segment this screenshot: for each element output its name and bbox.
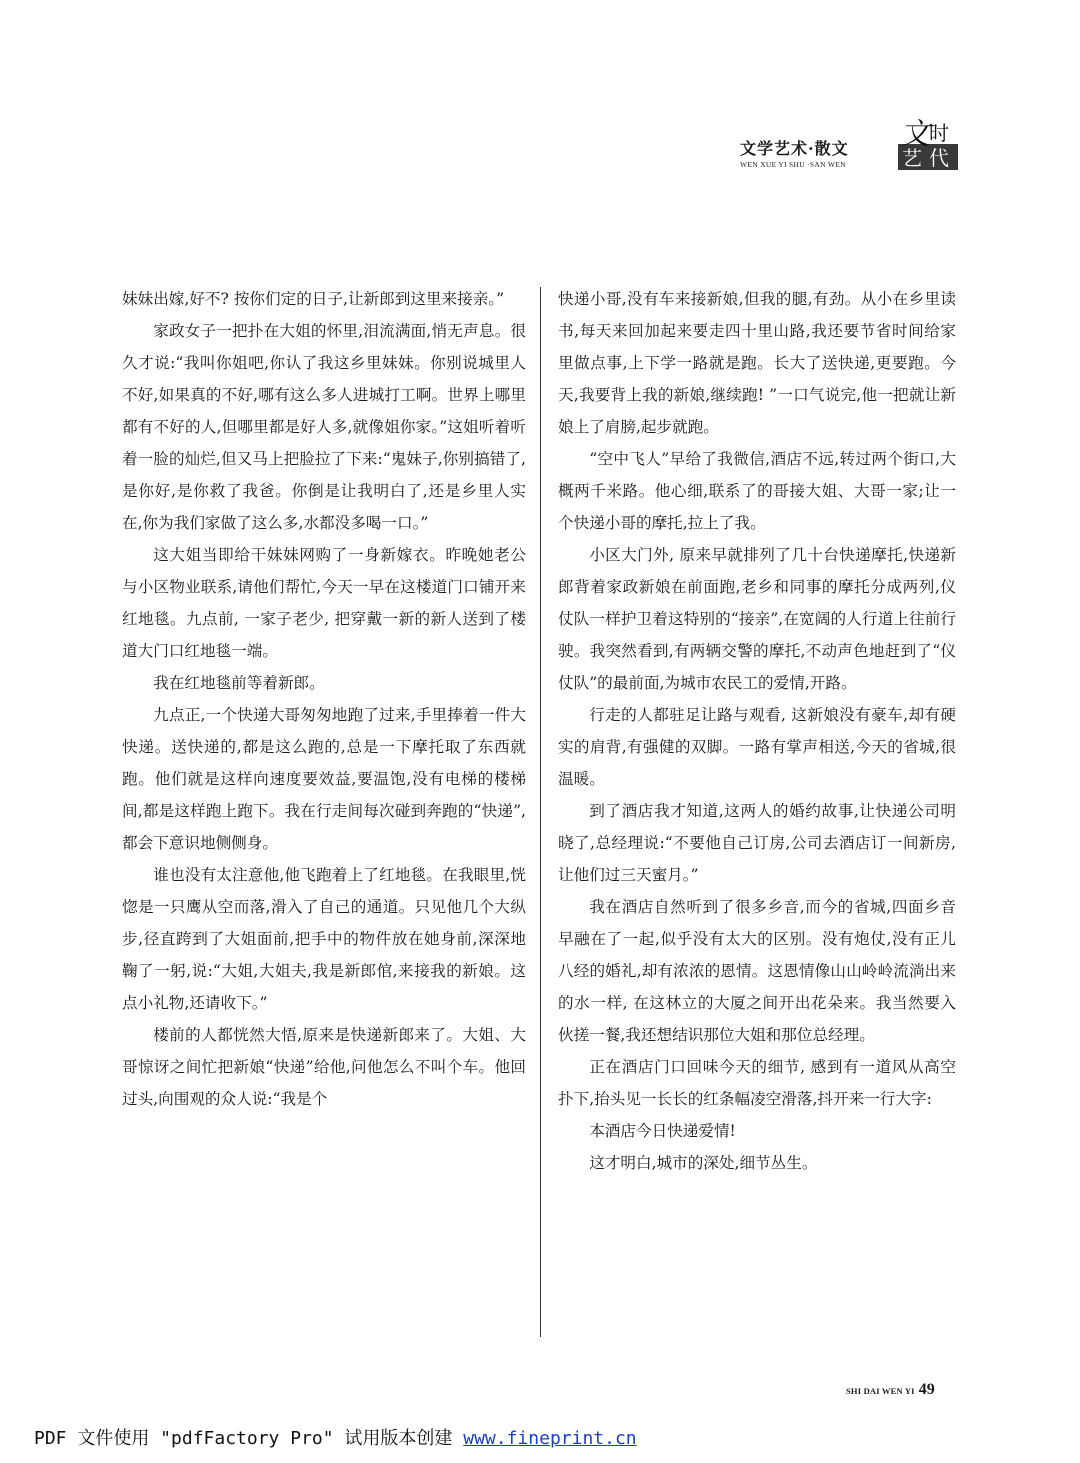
paragraph: 我在酒店自然听到了很多乡音,而今的省城,四面乡音早融在了一起,似乎没有太大的区别。没有炮仗,没有正儿八经的婚礼,却有浓浓的恩情。这恩情像山山岭岭流淌出来的水一样, 在这林立的大厦之间开出花朵来。我当然要入伙搓一餐,我还想结识那位大姐和那位总经理。 (558, 898, 956, 1044)
section-subtitle: WEN XUE YI SHU ·SAN WEN (740, 160, 846, 169)
paragraph: 妹妹出嫁,好不? 按你们定的日子,让新郎到这里来接亲。” (122, 290, 505, 308)
paragraph: 谁也没有太注意他,他飞跑着上了红地毯。在我眼里,恍惚是一只鹰从空而落,滑入了自己的通道。只见他几个大纵步,径直跨到了大姐面前,把手中的物件放在她身前,深深地鞠了一躬,说:“大姐,大姐夫,我是新郎倌,来接我的新娘。这点小礼物,还请收下。” (122, 866, 526, 1012)
page-folio (846, 1381, 935, 1399)
paragraph: 到了酒店我才知道,这两人的婚约故事,让快递公司明晓了,总经理说:“不要他自己订房,公司去酒店订一间新房,让他们过三天蜜月。” (558, 802, 956, 884)
article-column-right (558, 283, 956, 1179)
paragraph: 行走的人都驻足让路与观看, 这新娘没有豪车,却有硬实的肩背,有强健的双脚。一路有掌声相送,今天的省城,很温暖。 (558, 706, 956, 788)
paragraph: 这才明白,城市的深处,细节丛生。 (589, 1154, 818, 1172)
logo-char-shi: 时 (929, 121, 949, 145)
paragraph: 小区大门外, 原来早就排列了几十台快递摩托,快递新郎背着家政新娘在前面跑,老乡和同事的摩托分成两列,仪仗队一样护卫着这特别的“接亲”,在宽阔的人行道上往前行驶。我突然看到,有两辆交警的摩托,不动声色地赶到了“仪仗队”的最前面,为城市农民工的爱情,开路。 (558, 546, 956, 692)
magazine-logo (898, 118, 958, 170)
watermark-link[interactable]: www.fineprint.cn (463, 1428, 637, 1449)
watermark-text: PDF 文件使用 "pdfFactory Pro" 试用版本创建 (34, 1428, 464, 1449)
pdf-watermark (34, 1424, 637, 1450)
paragraph: 九点正,一个快递大哥匆匆地跑了过来,手里捧着一件大快递。送快递的,都是这么跑的,总是一下摩托取了东西就跑。他们就是这样向速度要效益,要温饱,没有电梯的楼梯间,都是这样跑上跑下。我在行走间每次碰到奔跑的“快递”,都会下意识地侧侧身。 (122, 706, 526, 852)
column-divider (540, 287, 541, 1337)
page-number: 49 (918, 1381, 935, 1398)
article-column-left (122, 283, 526, 1115)
paragraph: “空中飞人”早给了我微信,酒店不远,转过两个街口,大概两千米路。他心细,联系了的哥接大姐、大哥一家;让一个快递小哥的摩托,拉上了我。 (558, 450, 956, 532)
logo-char-wen: 文 (900, 118, 930, 152)
folio-label: SHI DAI WEN YI (846, 1386, 915, 1396)
paragraph: 正在酒店门口回味今天的细节, 感到有一道风从高空扑下,抬头见一长长的红条幅凌空滑落,抖开来一行大字: (558, 1058, 956, 1108)
logo-char-yi: 艺 (902, 146, 922, 170)
paragraph: 楼前的人都恍然大悟,原来是快递新郎来了。大姐、大哥惊讶之间忙把新娘“快递”给他,问他怎么不叫个车。他回过头,向围观的众人说:“我是个 (122, 1026, 526, 1108)
paragraph: 家政女子一把扑在大姐的怀里,泪流满面,悄无声息。很久才说:“我叫你姐吧,你认了我这乡里妹妹。你别说城里人不好,如果真的不好,哪有这么多人进城打工啊。世界上哪里都有不好的人,但哪里都是好人多,就像姐你家。”这姐听着听着一脸的灿烂,但又马上把脸拉了下来:“鬼妹子,你别搞错了,是你好,是你救了我爸。你倒是让我明白了,还是乡里人实在,你为我们家做了这么多,水都没多喝一口。” (122, 322, 526, 532)
paragraph: 这大姐当即给干妹妹网购了一身新嫁衣。昨晚她老公与小区物业联系,请他们帮忙,今天一早在这楼道门口铺开来红地毯。九点前, 一家子老少, 把穿戴一新的新人送到了楼道大门口红地毯一端。 (122, 546, 526, 660)
paragraph: 我在红地毯前等着新郎。 (153, 674, 325, 692)
paragraph: 快递小哥,没有车来接新娘,但我的腿,有劲。从小在乡里读书,每天来回加起来要走四十里山路,我还要节省时间给家里做点事,上下学一路就是跑。长大了送快递,更要跑。今天,我要背上我的新娘,继续跑! ”一口气说完,他一把就让新娘上了肩膀,起步就跑。 (558, 290, 956, 436)
section-header (740, 118, 960, 178)
section-title: 文学艺术·散文 (740, 139, 849, 158)
paragraph: 本酒店今日快递爱情! (589, 1122, 736, 1140)
logo-char-dai: 代 (929, 146, 949, 170)
